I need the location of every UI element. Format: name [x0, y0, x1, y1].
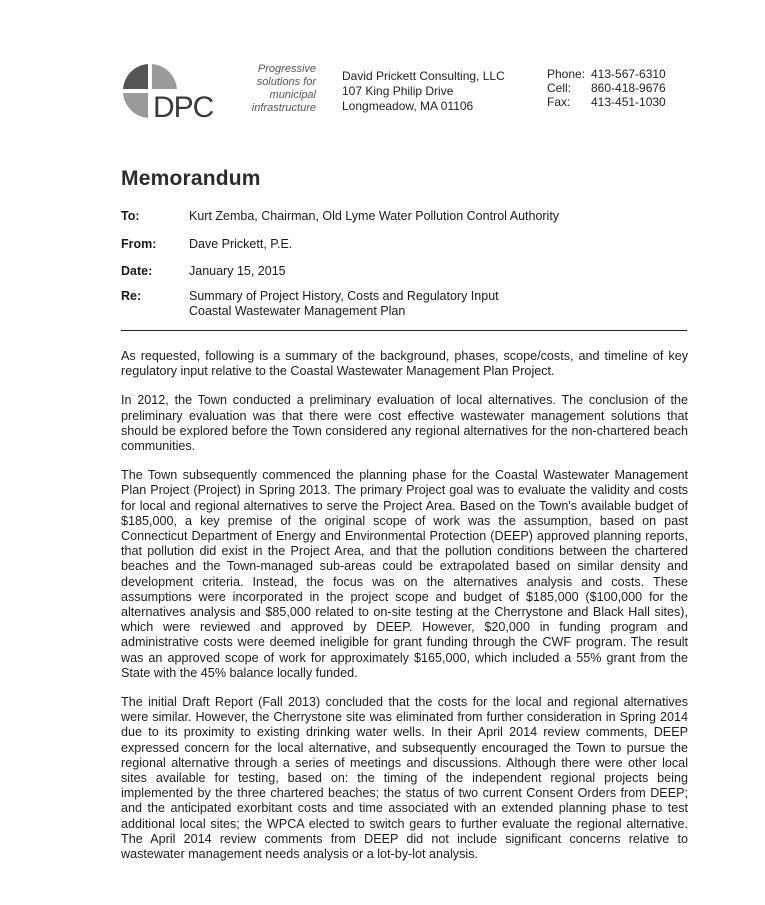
dpc-logo: [120, 61, 220, 121]
memo-title: Memorandum: [121, 167, 261, 190]
memo-body: [121, 349, 688, 876]
logo-dark-quadrant: [123, 64, 150, 91]
subject-line-2: Coastal Wastewater Management Plan: [189, 304, 406, 318]
contact-cell: [547, 81, 666, 95]
field-label: From:: [121, 237, 157, 251]
logo-vertical-gap: [148, 64, 152, 118]
contact-value: 413-451-1030: [591, 95, 666, 109]
body-paragraph: In 2012, the Town conducted a preliminary evaluation of local alternatives. The conclusion of the preliminary evaluation was that there were cost effective wastewater management solutions that should be explored before the Town considered any regional alternatives for the non-chartered beach communities.: [121, 393, 688, 454]
company-name: David Prickett Consulting, LLC: [342, 69, 505, 83]
field-value: Kurt Zemba, Chairman, Old Lyme Water Pollution Control Authority: [189, 209, 560, 223]
company-tagline: [240, 63, 316, 115]
contact-block: [547, 67, 666, 109]
logo-text: DPC: [153, 91, 214, 121]
tagline-line: Progressive: [257, 63, 316, 75]
header-divider: [121, 330, 687, 331]
contact-label: Phone:: [547, 67, 586, 81]
tagline-line: solutions for: [256, 76, 316, 88]
field-label: To:: [121, 209, 140, 223]
body-paragraph: The initial Draft Report (Fall 2013) concluded that the costs for the local and regional alternatives were similar. However, the Cherrystone site was eliminated from further consideration in Spring 2014 due to its proximity to existing drinking water wells. In their April 2014 review comments, DEEP expressed concern for the local alternative, and subsequently encouraged the Town to pursue the regional alternative through a series of meetings and discussions. Although there were other local sites available for testing, based on: the timing of the independent regional projects being implemented by the three chartered beaches; the status of two current Consent Orders from DEEP; and the anticipated exorbitant costs and time associated with an extended planning phase to test additional local sites; the WPCA elected to switch gears to further evaluate the regional alternative. The April 2014 review comments from DEEP did not include significant concerns relative to wastewater management needs analysis or a lot-by-lot analysis.: [121, 695, 688, 862]
address-line-1: 107 King Philip Drive: [342, 84, 454, 98]
address-line-2: Longmeadow, MA 01106: [342, 99, 474, 113]
contact-phone: [547, 67, 666, 81]
field-value: [189, 289, 499, 319]
field-label: Date:: [121, 264, 153, 278]
contact-fax: [547, 95, 666, 109]
field-label: Re:: [121, 289, 142, 303]
contact-label: Fax:: [547, 95, 571, 109]
contact-value: 860-418-9676: [591, 81, 666, 95]
tagline-line: infrastructure: [251, 102, 316, 114]
body-paragraph: As requested, following is a summary of the background, phases, scope/costs, and timeline of key regulatory input relative to the Coastal Wastewater Management Plan Project.: [121, 349, 688, 379]
contact-value: 413-567-6310: [591, 67, 666, 81]
subject-line-1: Summary of Project History, Costs and Regulatory Input: [189, 289, 499, 303]
field-value: January 15, 2015: [189, 264, 286, 278]
body-paragraph: The Town subsequently commenced the planning phase for the Coastal Wastewater Management Plan Project (Project) in Spring 2013. The primary Project goal was to evaluate the validity and costs for local and regional alternatives to serve the Project Area. Based on the Town's available budget of $185,000, a key premise of the original scope of work was the assumption, based on past Connecticut Department of Energy and Environmental Protection (DEEP) approved planning reports, that pollution did exist in the Project Area, and that the pollution conditions between the chartered beaches and the Town-managed sub-areas could be extrapolated based on similar density and development criteria. Instead, the focus was on the alternatives analysis and costs. These assumptions were incorporated in the project scope and budget of $185,000 ($100,000 for the alternatives analysis and $85,000 related to on-site testing at the Cherrystone and Black Hall sites), which were reviewed and approved by DEEP. However, $20,000 in funding program and administrative costs were deemed ineligible for grant funding through the CWF program. The result was an approved scope of work for approximately $165,000, which included a 55% grant from the State with the 45% balance locally funded.: [121, 468, 688, 680]
company-address: [342, 69, 505, 114]
field-value: Dave Prickett, P.E.: [189, 237, 293, 251]
contact-label: Cell:: [547, 81, 572, 95]
tagline-line: municipal: [269, 89, 316, 101]
